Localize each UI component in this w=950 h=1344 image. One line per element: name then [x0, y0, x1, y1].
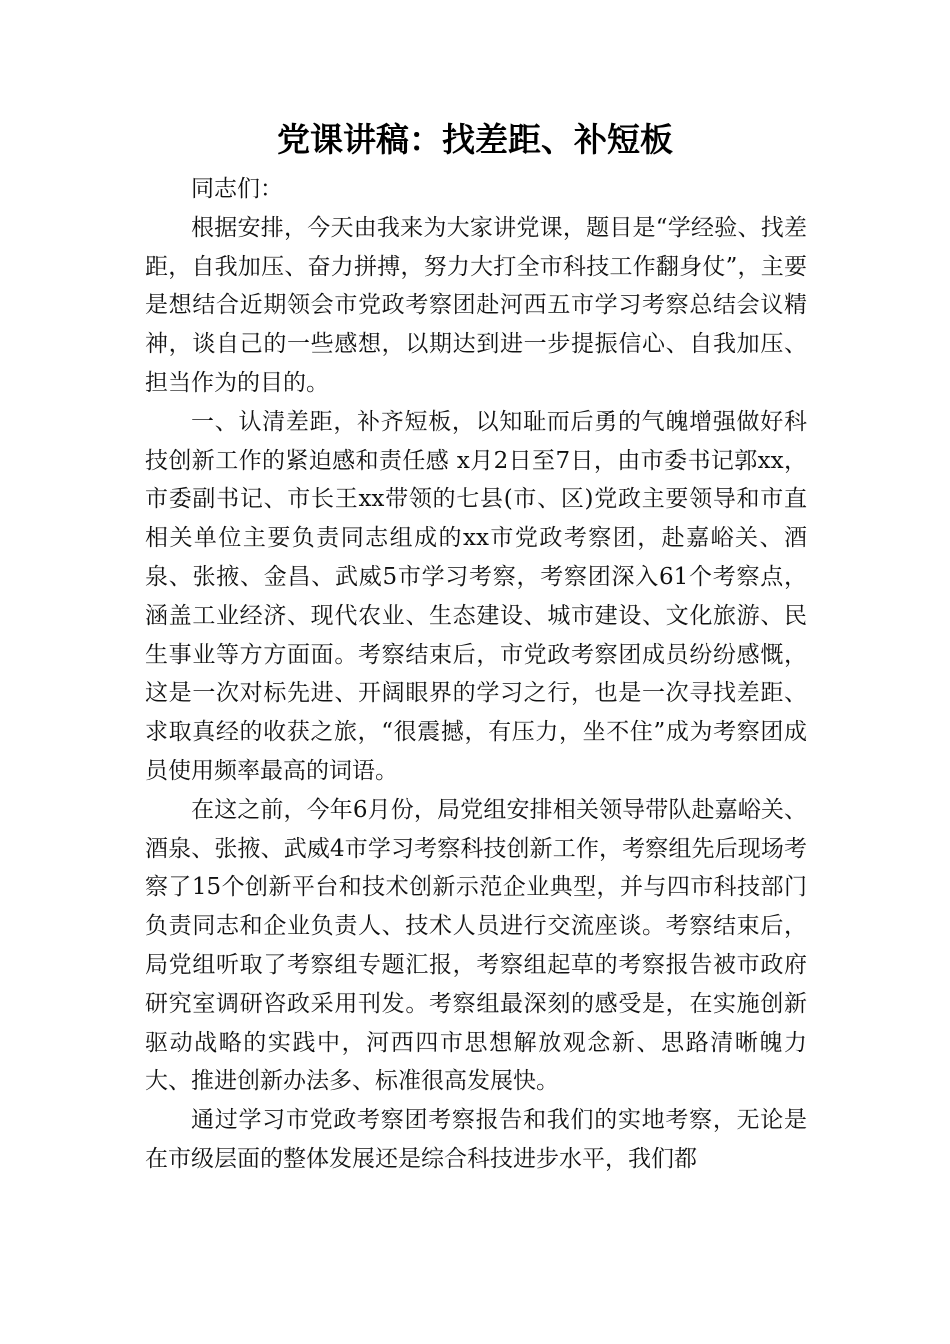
salutation: 同志们： — [191, 176, 283, 202]
paragraph: 一、认清差距，补齐短板，以知耻而后勇的气魄增强做好科技创新工作的紧迫感和责任感 x月2日至7日，由市委书记郭xx，市委副书记、市长王xx带领的七县(市、区)党政主要领导和市直相关单位主要负责同志组成的xx市党政考察团，赴嘉峪关、酒泉、张掖、金昌、武威5市学习考察，考察团深入61个考察点，涵盖工业经济、现代农业、生态建设、城市建设、文化旅游、民生事业等方方面面。考察结束后，市党政考察团成员纷纷感慨，这是一次对标先进、开阔眼界的学习之行，也是一次寻找差距、求取真经的收获之旅，“很震撼，有压力，坐不住”成为考察团成员使用频率最高的词语。 — [145, 408, 807, 784]
paragraph: 通过学习市党政考察团考察报告和我们的实地考察，无论是在市级层面的整体发展还是综合科技进步水平，我们都 — [145, 1107, 807, 1172]
document-title: 党课讲稿：找差距、补短板 — [277, 120, 673, 159]
document-body — [145, 170, 807, 1179]
paragraph: 根据安排，今天由我来为大家讲党课，题目是“学经验、找差距，自我加压、奋力拼搏，努力大打全市科技工作翻身仗”，主要是想结合近期领会市党政考察团赴河西五市学习考察总结会议精神，谈自己的一些感想，以期达到进一步提振信心、自我加压、担当作为的目的。 — [145, 214, 807, 396]
paragraph: 在这之前，今年6月份，局党组安排相关领导带队赴嘉峪关、酒泉、张掖、武威4市学习考察科技创新工作，考察组先后现场考察了15个创新平台和技术创新示范企业典型，并与四市科技部门负责同志和企业负责人、技术人员进行交流座谈。考察结束后，局党组听取了考察组专题汇报，考察组起草的考察报告被市政府研究室调研咨政采用刊发。考察组最深刻的感受是，在实施创新驱动战略的实践中，河西四市思想解放观念新、思路清晰魄力大、推进创新办法多、标准很高发展快。 — [145, 796, 807, 1095]
